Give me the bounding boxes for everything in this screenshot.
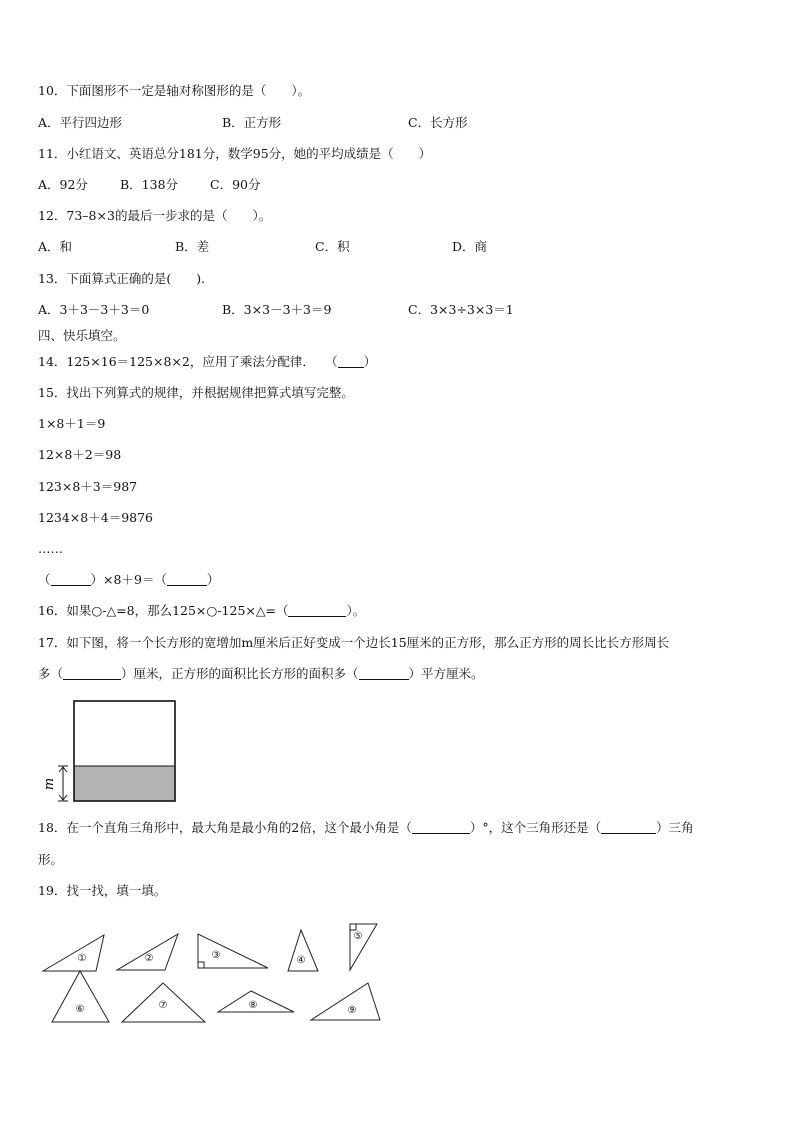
q17-rectangle-figure [40,698,180,806]
q14-bracket-close: ） [363,354,377,369]
q16-answer-blank[interactable] [288,604,346,617]
q15-equation-3: 123×8＋3＝987 [38,479,138,494]
triangle-1 [43,935,104,971]
q18-text-a: 18．在一个直角三角形中，最大角是最小角的2倍，这个最小角是（ [38,820,412,835]
q15-blank-2[interactable] [167,573,207,586]
q19-triangles-figure [0,910,420,1030]
m-label: m [42,777,57,791]
q16-line [38,603,365,619]
q15-blank-1[interactable] [51,573,91,586]
q15-fill-line [38,572,219,588]
triangle-3 [198,934,268,968]
q10-option-c: C．长方形 [408,115,468,130]
triangle-label-4: ④ [296,955,306,966]
q12-stem: 12．73–8×3的最后一步求的是（ ）。 [38,208,272,223]
q11-option-b: B．138分 [120,177,179,192]
shaded-strip [74,766,175,801]
q15-fill-open: （ [38,572,51,587]
q15-equation-2: 12×8＋2＝98 [38,447,122,462]
q17-line-2 [38,666,484,682]
right-angle-mark-5 [350,924,356,930]
right-angle-mark-3 [198,962,204,968]
q16-close: ）。 [346,603,366,618]
q11-option-c: C．90分 [210,177,261,192]
q17-line-1: 17．如下图，将一个长方形的宽增加m厘米后正好变成一个边长15厘米的正方形，那么正方形的周长比长方形周长 [38,635,670,650]
triangle-9 [311,983,380,1020]
q13-option-a: A．3＋3－3＋3＝0 [38,302,150,317]
q13-option-b: B．3×3－3＋3＝9 [222,302,332,317]
q11-stem: 11．小红语文、英语总分181分，数学95分，她的平均成绩是（ ） [38,146,432,161]
q19-stem: 19．找一找，填一填。 [38,883,167,898]
q18-line-2: 形。 [38,852,64,867]
q18-text-b: ）°，这个三角形还是（ [469,820,602,835]
section-heading: 四、快乐填空。 [38,328,126,343]
q15-fill-mid: ）×8＋9＝（ [90,572,167,587]
triangle-label-7: ⑦ [158,1000,168,1011]
q17-blank-area[interactable] [359,667,409,680]
q13-option-c: C．3×3÷3×3＝1 [408,302,514,317]
triangle-label-2: ② [144,953,154,964]
q16-stem: 16．如果○-△=8，那么125×○-125×△=（ [38,603,289,618]
q17-blank-perimeter[interactable] [63,667,121,680]
q14-bracket-open: （ [325,354,338,369]
triangle-2 [117,934,178,970]
q12-option-a: A．和 [38,239,73,254]
q17-text-b: ）厘米，正方形的面积比长方形的面积多（ [121,666,359,681]
q13-stem: 13．下面算式正确的是( ). [38,271,206,286]
triangle-label-6: ⑥ [75,1004,85,1015]
q12-option-d: D．商 [452,239,488,254]
q18-text-c: ）三角 [656,820,694,835]
q15-equation-4: 1234×8＋4＝9876 [38,510,154,525]
triangle-label-3: ③ [211,950,221,961]
q15-ellipsis: …… [38,541,63,556]
triangle-label-5: ⑤ [353,931,363,942]
q15-equation-1: 1×8＋1＝9 [38,416,106,431]
q18-blank-type[interactable] [601,821,656,834]
q10-option-b: B．正方形 [222,115,282,130]
q12-option-b: B．差 [175,239,210,254]
triangle-label-9: ⑨ [347,1005,357,1016]
q18-line-1 [38,820,694,836]
triangle-label-8: ⑧ [248,1000,258,1011]
q17-text-a: 多（ [38,666,64,681]
q15-fill-close: ） [206,572,220,587]
q12-option-c: C．积 [315,239,350,254]
q10-stem: 10．下面图形不一定是轴对称图形的是（ ）。 [38,83,311,98]
q14-answer-blank[interactable] [338,355,364,368]
q15-stem: 15．找出下列算式的规律，并根据规律把算式填写完整。 [38,385,354,400]
q14-line [38,354,376,370]
q10-option-a: A．平行四边形 [38,115,123,130]
q11-option-a: A．92分 [38,177,88,192]
q14-stem: 14．125×16＝125×8×2，应用了乘法分配律． [38,354,309,369]
q17-text-c: ）平方厘米。 [408,666,484,681]
triangle-label-1: ① [77,953,87,964]
q18-blank-angle[interactable] [412,821,470,834]
